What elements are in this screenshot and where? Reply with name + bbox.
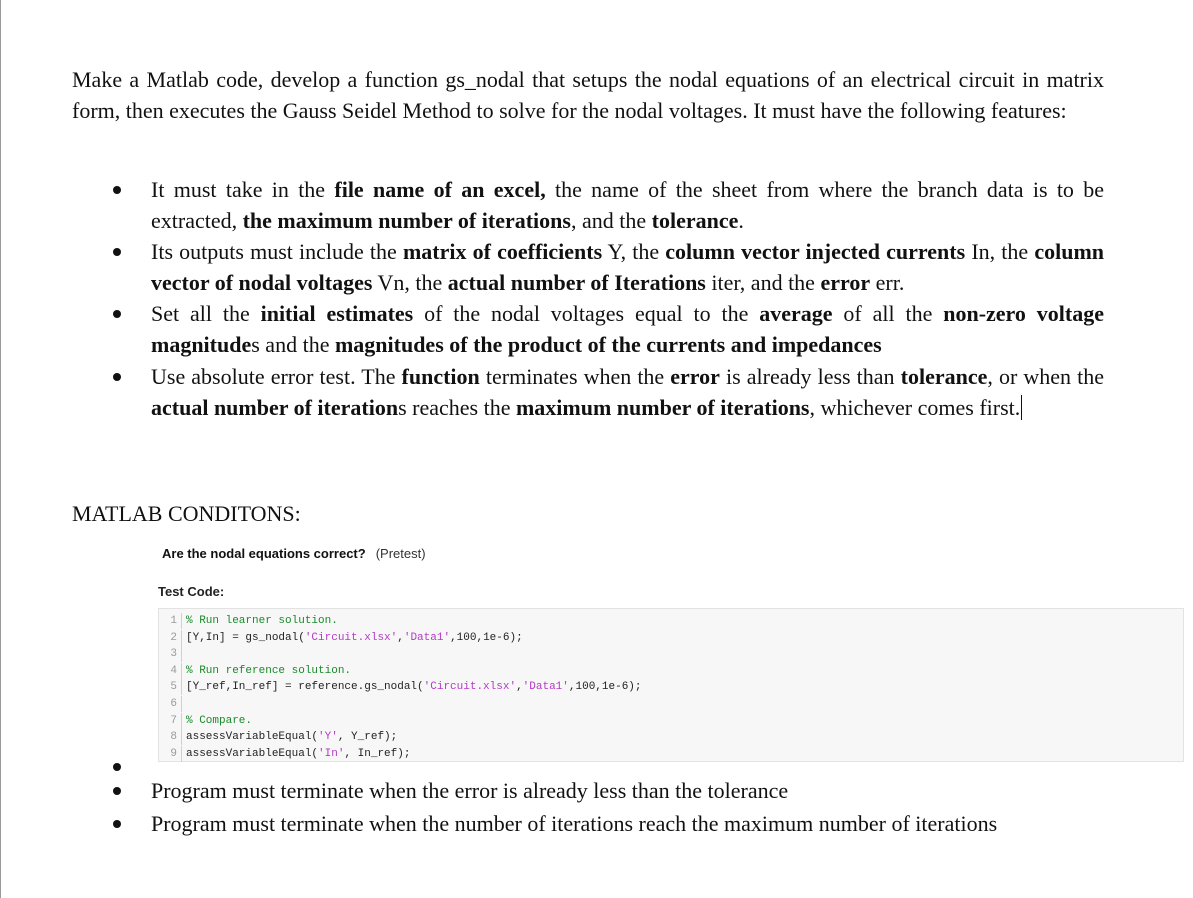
- gutter-divider: [181, 746, 182, 762]
- code-token: assessVariableEqual(: [186, 731, 319, 744]
- text-run: Vn, the: [372, 270, 448, 295]
- test-tag: (Pretest): [375, 546, 426, 561]
- line-number: 5: [170, 681, 177, 694]
- bold-text: error: [820, 270, 871, 295]
- text-run: Y, the: [602, 239, 666, 264]
- code-line: [165, 613, 338, 629]
- code-token: [Y_ref,In_ref] = reference.gs_nodal(: [186, 681, 424, 694]
- code-token: ,: [397, 631, 404, 644]
- code-token: ,100,1e-6);: [450, 631, 523, 644]
- bold-text: tolerance: [900, 364, 988, 389]
- gutter-divider: [181, 713, 182, 729]
- bullet-dot: [113, 820, 121, 828]
- feature-text-4: [151, 361, 1104, 423]
- code-token: ,: [516, 681, 523, 694]
- text-run: Use absolute error test. The: [151, 364, 402, 389]
- bold-text: non-zero voltage magnitude: [151, 301, 1104, 357]
- feature-text-3: [151, 298, 1104, 360]
- code-token: % Run learner solution.: [186, 615, 338, 627]
- gutter-divider: [181, 696, 182, 712]
- gutter-divider: [181, 613, 182, 629]
- text-run: s and the: [251, 332, 335, 357]
- bold-text: maximum number of iterations: [515, 395, 810, 420]
- bullet-dot: [113, 373, 121, 381]
- code-line: [165, 746, 410, 762]
- text-run: terminates when the: [479, 364, 671, 389]
- text-run: , whichever comes first.: [809, 395, 1021, 420]
- text-run: Its outputs must include the: [151, 239, 403, 264]
- line-number: 2: [170, 631, 177, 644]
- line-number: 9: [170, 747, 177, 760]
- code-token: assessVariableEqual(: [186, 747, 319, 760]
- line-number: 3: [170, 648, 177, 661]
- bullet-dot: [113, 310, 121, 318]
- line-number: 1: [170, 615, 177, 627]
- gutter-divider: [181, 663, 182, 679]
- code-line: [165, 696, 186, 712]
- text-run: err.: [870, 270, 905, 295]
- condition-text-2: Program must terminate when the error is already less than the tolerance: [151, 778, 789, 803]
- bold-text: function: [401, 364, 480, 389]
- text-run: is already less than: [719, 364, 901, 389]
- code-token: 'Data1': [522, 681, 569, 694]
- code-token: , Y_ref);: [337, 731, 398, 744]
- bullet-dot: [113, 787, 121, 795]
- page-left-border: [0, 0, 1, 898]
- text-run: In, the: [965, 239, 1035, 264]
- line-number: 8: [170, 731, 177, 744]
- test-title-text: Are the nodal equations correct?: [162, 546, 366, 561]
- line-number: 6: [170, 698, 177, 710]
- code-token: [Y,In] = gs_nodal(: [186, 631, 305, 644]
- text-cursor: [1021, 395, 1022, 420]
- gutter-divider: [181, 679, 182, 695]
- feature-text-1: [151, 174, 1104, 236]
- line-number: 7: [170, 714, 177, 727]
- bold-text: matrix of coefficients: [402, 239, 603, 264]
- section-heading: MATLAB CONDITONS:: [72, 501, 301, 526]
- text-run: s reaches the: [398, 395, 516, 420]
- bold-text: column vector injected currents: [665, 239, 966, 264]
- code-line: [165, 663, 351, 679]
- code-line: [165, 679, 642, 695]
- gutter-divider: [181, 729, 182, 745]
- text-run: Set all the: [151, 301, 261, 326]
- text-run: the name of the sheet from where the branch data is to be extracted,: [151, 177, 1105, 233]
- bold-text: the maximum number of iterations: [242, 208, 571, 233]
- code-token: 'Data1': [403, 631, 451, 644]
- bold-text: actual number of iteration: [151, 395, 399, 420]
- bold-text: file name of an excel,: [334, 177, 546, 202]
- bold-text: magnitudes of the product of the currents and impedances: [334, 332, 882, 357]
- test-code-label: Test Code:: [158, 584, 225, 599]
- code-token: , In_ref);: [344, 747, 411, 760]
- text-run: of the nodal voltages equal to the: [413, 301, 760, 326]
- code-token: % Run reference solution.: [186, 664, 352, 677]
- code-token: 'Y': [318, 731, 338, 744]
- code-token: 'Circuit.xlsx': [304, 631, 398, 644]
- code-block: [158, 608, 1184, 762]
- bold-text: average: [759, 301, 833, 326]
- code-line: [165, 729, 397, 745]
- bullet-dot: [113, 186, 121, 194]
- intro-paragraph: Make a Matlab code, develop a function gs_nodal that setups the nodal equations of an electrical circuit in matrix form, then executes the Gauss Seidel Method to solve for the nodal voltages. It must have the following features:: [72, 67, 1104, 123]
- bold-text: initial estimates: [260, 301, 414, 326]
- bold-text: error: [670, 364, 720, 389]
- code-token: 'In': [318, 747, 345, 760]
- code-line: [165, 646, 186, 662]
- line-number: 4: [170, 664, 177, 677]
- test-title: [162, 546, 426, 561]
- code-token: ,100,1e-6);: [568, 681, 642, 694]
- code-token: 'Circuit.xlsx': [423, 681, 517, 694]
- bullet-dot: [113, 763, 121, 771]
- text-run: , and the: [570, 208, 652, 233]
- gutter-divider: [181, 646, 182, 662]
- feature-text-2: [151, 236, 1104, 298]
- text-run: , or when the: [987, 364, 1104, 389]
- gutter-divider: [181, 630, 182, 646]
- bold-text: column vector of nodal voltages: [151, 239, 1105, 295]
- code-line: [165, 713, 252, 729]
- bullet-dot: [113, 248, 121, 256]
- bold-text: actual number of Iterations: [447, 270, 706, 295]
- bold-text: tolerance: [651, 208, 739, 233]
- text-run: iter, and the: [705, 270, 821, 295]
- text-run: It must take in the: [151, 177, 335, 202]
- code-token: % Compare.: [186, 714, 253, 727]
- code-line: [165, 630, 523, 646]
- condition-text-3: Program must terminate when the number of iterations reach the maximum number of iterations: [151, 811, 998, 836]
- text-run: of all the: [832, 301, 944, 326]
- text-run: .: [738, 208, 744, 233]
